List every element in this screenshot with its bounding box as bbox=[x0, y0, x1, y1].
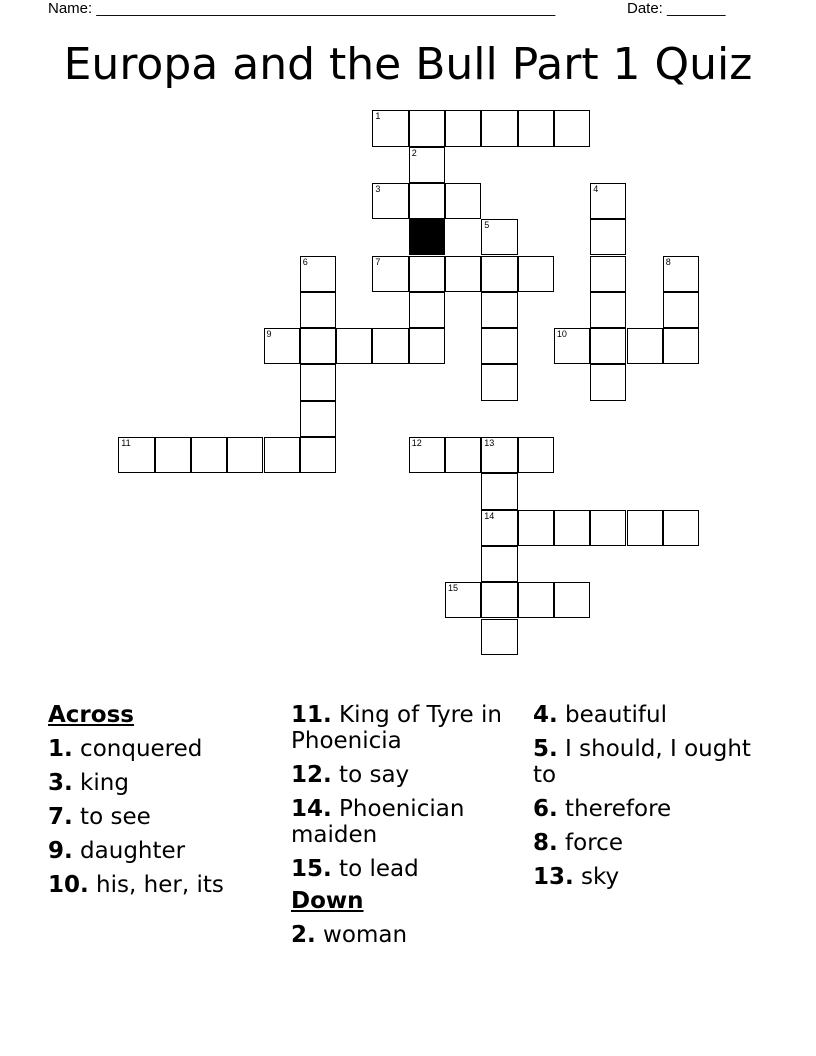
grid-cell[interactable] bbox=[554, 328, 590, 364]
clue-item bbox=[48, 770, 278, 796]
grid-cell[interactable] bbox=[409, 147, 445, 183]
grid-cell[interactable] bbox=[554, 510, 590, 546]
date-field: Date: _______ bbox=[627, 0, 726, 17]
clue-number: 11 bbox=[121, 438, 131, 448]
grid-cell[interactable] bbox=[590, 256, 626, 292]
clue-item-number: 7. bbox=[48, 804, 73, 830]
clue-item-number: 1. bbox=[48, 736, 73, 762]
clue-item bbox=[48, 804, 278, 830]
grid-cell[interactable] bbox=[518, 582, 554, 618]
clue-item-text: conquered bbox=[72, 736, 203, 762]
clue-item bbox=[48, 838, 278, 864]
grid-cell[interactable] bbox=[409, 328, 445, 364]
grid-cell[interactable] bbox=[300, 292, 336, 328]
grid-cell[interactable] bbox=[663, 510, 699, 546]
grid-cell[interactable] bbox=[191, 437, 227, 473]
clue-number: 9 bbox=[266, 329, 272, 340]
clue-item bbox=[533, 830, 763, 856]
clue-number: 2 bbox=[411, 147, 417, 158]
grid-cell[interactable] bbox=[590, 219, 626, 255]
grid-cell[interactable] bbox=[481, 437, 517, 473]
clue-item bbox=[533, 864, 763, 890]
name-field: Name: _______________________________________________________ bbox=[48, 0, 556, 17]
clue-item-text: king bbox=[72, 770, 129, 796]
clue-item-text: King of Tyre in Phoenicia bbox=[291, 702, 502, 754]
clue-item-number: 10. bbox=[48, 872, 89, 898]
grid-cell[interactable] bbox=[590, 292, 626, 328]
clue-item bbox=[291, 856, 523, 882]
grid-cell[interactable] bbox=[372, 328, 408, 364]
clues-column-1 bbox=[48, 702, 278, 906]
grid-cell[interactable] bbox=[445, 437, 481, 473]
clue-item bbox=[291, 796, 523, 848]
clue-item-text: force bbox=[557, 830, 623, 856]
clue-item-number: 11. bbox=[291, 702, 332, 728]
grid-cell[interactable] bbox=[372, 110, 408, 146]
clue-number: 13 bbox=[484, 438, 495, 448]
clue-item bbox=[291, 922, 523, 948]
clue-item-text: sky bbox=[573, 864, 620, 890]
clue-item-number: 13. bbox=[533, 864, 574, 890]
grid-cell[interactable] bbox=[590, 364, 626, 400]
grid-cell[interactable] bbox=[481, 219, 517, 255]
grid-cell[interactable] bbox=[627, 328, 663, 364]
grid-cell[interactable] bbox=[481, 364, 517, 400]
grid-cell[interactable] bbox=[227, 437, 263, 473]
clue-item-text: to say bbox=[331, 762, 410, 788]
clue-number: 8 bbox=[665, 256, 671, 267]
grid-cell[interactable] bbox=[409, 437, 445, 473]
grid-cell[interactable] bbox=[518, 510, 554, 546]
grid-cell[interactable] bbox=[445, 110, 481, 146]
clue-item-number: 3. bbox=[48, 770, 73, 796]
clue-item-text: to lead bbox=[331, 856, 419, 882]
clue-number: 5 bbox=[484, 220, 490, 231]
grid-cell[interactable] bbox=[372, 256, 408, 292]
clue-item-number: 12. bbox=[291, 762, 332, 788]
clue-item bbox=[48, 736, 278, 762]
black-cell bbox=[409, 219, 445, 255]
grid-cell[interactable] bbox=[409, 292, 445, 328]
grid-cell[interactable] bbox=[481, 619, 517, 655]
grid-cell[interactable] bbox=[481, 510, 517, 546]
clue-item-number: 6. bbox=[533, 796, 558, 822]
page-title: Europa and the Bull Part 1 Quiz bbox=[63, 39, 753, 90]
grid-cell[interactable] bbox=[409, 183, 445, 219]
grid-cell[interactable] bbox=[481, 292, 517, 328]
clue-item bbox=[48, 872, 278, 898]
grid-cell[interactable] bbox=[663, 328, 699, 364]
clue-number: 10 bbox=[556, 329, 567, 340]
clue-number: 12 bbox=[411, 438, 422, 448]
grid-cell[interactable] bbox=[518, 110, 554, 146]
grid-cell[interactable] bbox=[663, 292, 699, 328]
grid-cell[interactable] bbox=[481, 582, 517, 618]
clue-item-text: woman bbox=[315, 922, 408, 948]
clue-item-text: his, her, its bbox=[88, 872, 224, 898]
grid-cell[interactable] bbox=[590, 510, 626, 546]
grid-cell[interactable] bbox=[336, 328, 372, 364]
grid-cell[interactable] bbox=[481, 546, 517, 582]
grid-cell[interactable] bbox=[445, 183, 481, 219]
grid-cell[interactable] bbox=[409, 110, 445, 146]
clue-item bbox=[533, 736, 763, 788]
clue-number: 4 bbox=[593, 183, 599, 194]
grid-cell[interactable] bbox=[481, 110, 517, 146]
grid-cell[interactable] bbox=[481, 473, 517, 509]
grid-cell[interactable] bbox=[518, 256, 554, 292]
grid-cell[interactable] bbox=[627, 510, 663, 546]
clue-item-number: 8. bbox=[533, 830, 558, 856]
clue-item-text: Phoenician maiden bbox=[291, 796, 465, 848]
grid-cell[interactable] bbox=[300, 364, 336, 400]
grid-cell[interactable] bbox=[554, 110, 590, 146]
grid-cell[interactable] bbox=[300, 401, 336, 437]
clue-item bbox=[533, 702, 763, 728]
grid-cell[interactable] bbox=[663, 256, 699, 292]
grid-cell[interactable] bbox=[554, 582, 590, 618]
clue-item-text: beautiful bbox=[557, 702, 667, 728]
grid-cell[interactable] bbox=[155, 437, 191, 473]
grid-cell[interactable] bbox=[300, 328, 336, 364]
grid-cell[interactable] bbox=[264, 328, 300, 364]
clue-number: 1 bbox=[375, 111, 381, 122]
clue-item bbox=[291, 762, 523, 788]
clue-item-text: to see bbox=[72, 804, 151, 830]
clue-item-number: 4. bbox=[533, 702, 558, 728]
clue-number: 15 bbox=[448, 583, 459, 594]
clues-column-2 bbox=[291, 702, 523, 956]
grid-cell[interactable] bbox=[590, 183, 626, 219]
grid-cell[interactable] bbox=[445, 256, 481, 292]
clue-item-number: 5. bbox=[533, 736, 558, 762]
clue-number: 3 bbox=[375, 183, 381, 194]
grid-cell[interactable] bbox=[372, 183, 408, 219]
clue-number: 6 bbox=[302, 256, 308, 267]
grid-cell[interactable] bbox=[409, 256, 445, 292]
grid-cell[interactable] bbox=[300, 437, 336, 473]
grid-cell[interactable] bbox=[481, 328, 517, 364]
clue-number: 14 bbox=[484, 510, 495, 521]
clue-item-number: 9. bbox=[48, 838, 73, 864]
clue-item bbox=[291, 702, 523, 754]
clue-number: 7 bbox=[375, 256, 381, 267]
grid-cell[interactable] bbox=[300, 256, 336, 292]
clue-item-text: therefore bbox=[557, 796, 672, 822]
clues-column-3 bbox=[533, 702, 763, 898]
across-heading: Across bbox=[48, 702, 134, 728]
clue-item-number: 14. bbox=[291, 796, 332, 822]
grid-cell[interactable] bbox=[518, 437, 554, 473]
grid-cell[interactable] bbox=[590, 328, 626, 364]
down-heading: Down bbox=[291, 888, 364, 914]
grid-cell[interactable] bbox=[481, 256, 517, 292]
clue-item-text: daughter bbox=[72, 838, 186, 864]
clue-item-number: 2. bbox=[291, 922, 316, 948]
clue-item-text: I should, I ought to bbox=[533, 736, 751, 788]
clue-item-number: 15. bbox=[291, 856, 332, 882]
grid-cell[interactable] bbox=[445, 582, 481, 618]
grid-cell[interactable] bbox=[264, 437, 300, 473]
clue-item bbox=[533, 796, 763, 822]
grid-cell[interactable] bbox=[118, 437, 154, 473]
